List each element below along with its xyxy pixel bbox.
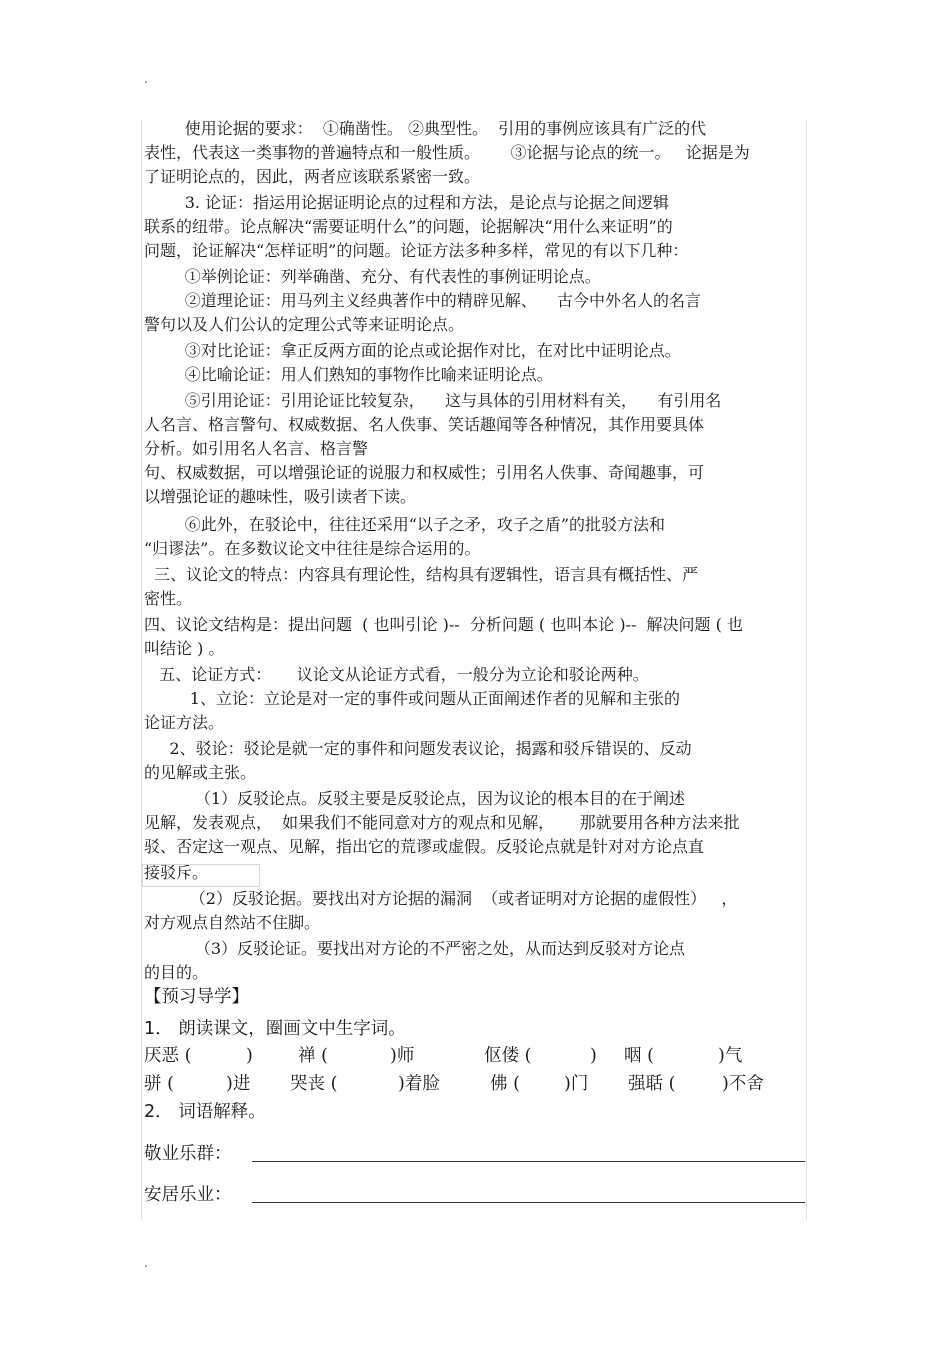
header-dot: . [144, 72, 148, 86]
task-1-heading: 1． 朗读课文，圈画文中生字词。 [144, 1019, 406, 1039]
row2-cell: 强聒 ( [628, 1074, 676, 1094]
text-line: 使用论据的要求： ①确凿性。 ②典型性。 引用的事例应该具有广泛的代 [144, 119, 707, 138]
text-line: 3. 论证：指运用论据证明论点的过程和方法，是论点与论据之间逻辑 [144, 193, 670, 212]
text-line: 联系的纽带。论点解决“需要证明什么”的问题，论据解决“用什么来证明”的 [144, 217, 673, 236]
row2-cell: 骈 ( [144, 1074, 174, 1094]
row2-cell: )着脸 [398, 1074, 440, 1094]
text-line: 的目的。 [144, 963, 209, 982]
text-line: 的见解或主张。 [144, 763, 257, 782]
term-2-answer-line[interactable] [252, 1202, 805, 1203]
text-line: 【预习导学】 [144, 987, 249, 1007]
row2-cell: )进 [226, 1074, 251, 1094]
text-line: ⑥此外，在驳论中，往往还采用“以子之矛，攻子之盾”的批驳方法和 [144, 515, 666, 534]
term-1-label: 敬业乐群： [144, 1144, 232, 1164]
highlight-box [142, 864, 260, 887]
text-line: ③对比论证：拿正反两方面的论点或论据作对比，在对比中证明论点。 [144, 341, 681, 360]
text-line: 论证方法。 [144, 713, 225, 732]
text-line: 驳、否定这一观点、见解，指出它的荒谬或虚假。反驳论点就是针对对方论点直 [144, 837, 705, 856]
term-1-answer-line[interactable] [252, 1161, 805, 1162]
text-line: 以增强论证的趣味性，吸引读者下读。 [144, 487, 417, 506]
text-line: 对方观点自然站不住脚。 [144, 913, 321, 932]
text-line: 1、立论：立论是对一定的事件或问题从正面阐述作者的见解和主张的 [144, 689, 680, 708]
text-line: 分析。如引用名人名言、格言警 [144, 439, 369, 458]
text-line: ②道理论证：用马列主义经典著作中的精辟见解、 古今中外名人的名言 [144, 291, 702, 310]
row1-cell: )气 [718, 1046, 743, 1066]
text-line: 2、驳论：驳论是就一定的事件和问题发表议论，揭露和驳斥错误的、反动 [144, 739, 692, 758]
row2-cell: 佛 ( [490, 1074, 520, 1094]
row2-cell: 哭丧 ( [290, 1074, 338, 1094]
text-line: 三、议论文的特点：内容具有理论性，结构具有逻辑性，语言具有概括性、严 [144, 565, 699, 584]
text-line: 密性。 [144, 589, 193, 608]
text-line: 接驳斥。 [144, 863, 209, 882]
task-2-heading: 2． 词语解释。 [144, 1102, 266, 1122]
row1-cell: 咽 ( [624, 1046, 654, 1066]
text-line: 五、论证方式： 议论文从论证方式看，一般分为立论和驳论两种。 [144, 665, 649, 684]
row1-cell: ) [590, 1046, 597, 1066]
row2-cell: )门 [564, 1074, 589, 1094]
term-2-label: 安居乐业： [144, 1185, 232, 1205]
text-line: 了证明论点的，因此，两者应该联系紧密一致。 [144, 167, 481, 186]
text-line: 句、权威数据，可以增强论证的说服力和权威性；引用名人佚事、奇闻趣事，可 [144, 463, 705, 482]
text-line: ①举例论证：列举确凿、充分、有代表性的事例证明论点。 [144, 267, 601, 286]
row1-cell: 伛偻 ( [484, 1046, 532, 1066]
text-line: （2）反驳论据。要找出对方论据的漏洞 （或者证明对方论据的虚假性） ， [144, 889, 738, 908]
text-line: “归谬法”。在多数议论文中往往是综合运用的。 [144, 539, 481, 558]
footer-dot: . [144, 1256, 148, 1270]
text-line: ⑤引用论证：引用论证比较复杂， 这与具体的引用材料有关， 有引用名 [144, 391, 722, 410]
text-line: 表性，代表这一类事物的普遍特点和一般性质。 ③论据与论点的统一。 论据是为 [144, 143, 750, 162]
frame-right-border [806, 120, 807, 1220]
text-line: ④比喻论证：用人们熟知的事物作比喻来证明论点。 [144, 365, 553, 384]
row1-cell: )师 [390, 1046, 415, 1066]
row1-cell: 厌恶 ( [144, 1046, 192, 1066]
text-line: 见解，发表观点， 如果我们不能同意对方的观点和见解， 那就要用各种方法来批 [144, 813, 740, 832]
text-line: （1）反驳论点。反驳主要是反驳论点，因为议论的根本目的在于阐述 [144, 789, 686, 808]
row1-cell: 禅 ( [298, 1046, 328, 1066]
text-line: 叫结论 ) 。 [144, 639, 225, 658]
text-line: （3）反驳论证。要找出对方论的不严密之处，从而达到反驳对方论点 [144, 939, 686, 958]
frame-left-border [141, 120, 142, 1220]
text-line: 四、议论文结构是：提出问题 ( 也叫引论 )-- 分析问题 ( 也叫本论 )-- 解决问题 ( 也 [144, 615, 743, 634]
text-line: 警句以及人们公认的定理公式等来证明论点。 [144, 315, 465, 334]
row1-cell: ) [246, 1046, 253, 1066]
row2-cell: )不舍 [722, 1074, 764, 1094]
text-line: 问题，论证解决“怎样证明”的问题。论证方法多种多样，常见的有以下几种： [144, 241, 689, 260]
text-line: 人名言、格言警句、权威数据、名人佚事、笑话趣闻等各种情况，其作用要具体 [144, 415, 705, 434]
